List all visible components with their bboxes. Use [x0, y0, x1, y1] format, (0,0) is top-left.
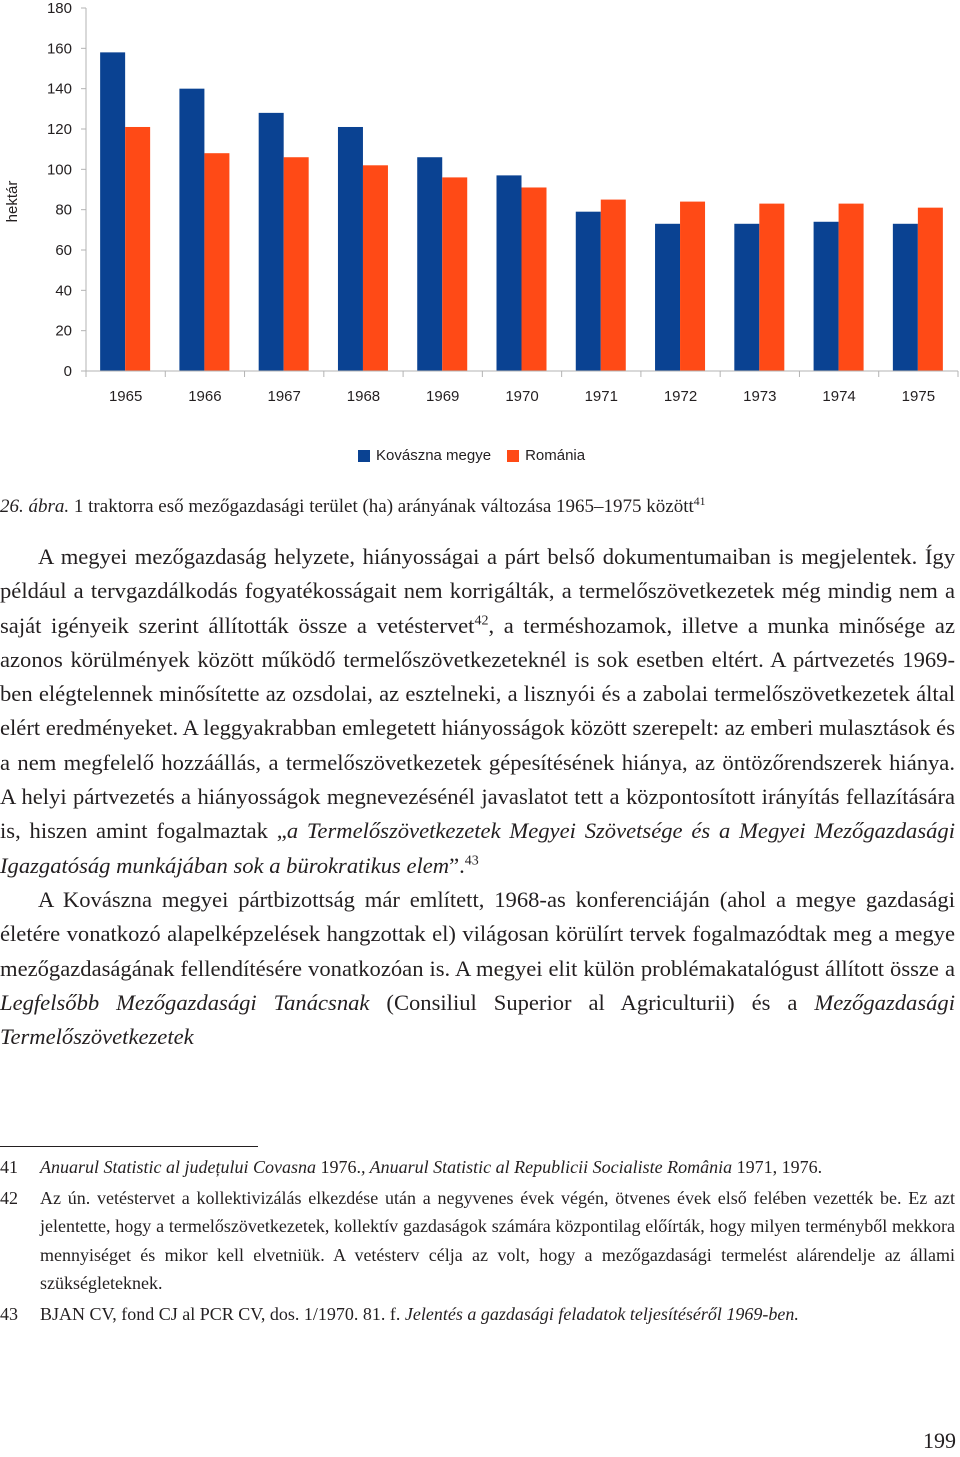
bar-kovaszna-1967: [259, 113, 284, 371]
bar-kovaszna-1972: [655, 224, 680, 371]
bar-romania-1969: [442, 177, 467, 371]
y-tick-label: 140: [46, 80, 72, 98]
legend-label-romania: Románia: [525, 447, 586, 464]
x-tick-label: 1966: [188, 388, 222, 405]
paragraph-2-text-b: (Consiliul Superior al Agriculturii) és a: [369, 989, 815, 1015]
x-tick-label: 1970: [505, 388, 539, 405]
footnote-plain: 1971, 1976.: [732, 1157, 823, 1177]
footnote-italic: Anuarul Statistic al județului Covasna: [40, 1157, 316, 1177]
footnote-ref-43: 43: [464, 853, 479, 869]
body-text: [0, 540, 955, 1054]
paragraph-2: [0, 883, 955, 1054]
footnote-text: Az ún. vetéstervet a kollektivizálás elkezdése után a negyvenes évek végén, ötvenes évek első felében vezették be. Ez azt jelentette, hogy a termelőszövetkezetek, kollektív gazdaságok számára központilag előírták, hogy milyen terményből mekkora mennyiséget és mikor kell elvetniük. A vetésterv célja az volt, hogy a mezőgazdasági termelést alárendelje az állami szükségleteknek.: [40, 1187, 955, 1293]
bar-kovaszna-1965: [100, 52, 125, 371]
x-tick-label: 1968: [346, 388, 381, 405]
bar-chart: [0, 0, 960, 440]
x-tick-label: 1974: [822, 388, 856, 405]
bar-romania-1971: [601, 200, 626, 371]
paragraph-1: [0, 540, 955, 883]
y-tick-label: 60: [55, 242, 72, 259]
footnotes: [0, 1153, 955, 1330]
y-axis-ticks: [47, 0, 86, 380]
paragraph-1-text-c: ”.: [449, 852, 465, 878]
y-tick-label: 120: [46, 121, 72, 138]
bar-romania-1972: [680, 202, 705, 371]
bar-kovaszna-1973: [734, 224, 759, 371]
y-tick-label: 180: [46, 0, 72, 17]
paragraph-1-text-b: , a terméshozamok, illetve a munka minősége az azonos körülmények között működő termelőszövetkezeteknél is sok esetben eltért. A pártvezetés 1969-ben elégtelennek minősítette az ozsdolai, az esztelneki, a lisznyói és a zabolai termelőszövetkezetek által elért eredményeket. A leggyakrabban emlegetett hiányosságok között szerepelt: az emberi mulasztások és a nem megfelelő hozzáállás, a termelőszövetkezetek gépesítésének hiánya, az öntözőrendszerek hiánya. A helyi pártvezetés a hiányosságok megnevezésénél javaslatot tett a központosított irányítás fellazítására is, hiszen amint fogalmaztak „: [0, 612, 955, 844]
x-tick-label: 1975: [901, 388, 936, 405]
bars: [100, 52, 943, 371]
bar-kovaszna-1975: [893, 224, 918, 371]
y-axis-label: hektár: [4, 180, 21, 223]
footnote-number: 42: [0, 1187, 18, 1208]
bar-romania-1968: [363, 165, 388, 371]
bar-kovaszna-1971: [576, 212, 601, 371]
page-number: 199: [923, 1428, 956, 1453]
x-tick-label: 1965: [108, 388, 143, 405]
footnote-text: [40, 1300, 955, 1329]
y-axis-title: [4, 181, 21, 223]
footnote-number: 43: [0, 1303, 18, 1324]
footnote-separator: [0, 1146, 258, 1147]
figure-caption: [0, 496, 960, 518]
footnote-ref-41: 41: [693, 494, 706, 508]
footnote-plain: BJAN CV, fond CJ al PCR CV, dos. 1/1970. 81. f.: [40, 1303, 405, 1324]
legend-item-romania: [507, 447, 585, 464]
bar-kovaszna-1969: [417, 157, 442, 371]
bar-romania-1973: [759, 204, 784, 371]
paragraph-2-text-a: A Kovászna megyei pártbizottság már említett, 1968-as konferenciáján (ahol a megye gazdasági életére vonatkozó alapelképzelések hangzottak el) világosan körülírt tervek fogalmazódtak meg a megye mezőgazdaságának fellendítésére vonatkozóan is. A megyei elit külön problémakatalógust állított össze a: [0, 886, 955, 981]
footnote-ref-42: 42: [474, 613, 489, 629]
y-tick-label: 0: [63, 363, 72, 380]
legend-swatch-kovaszna: [358, 450, 370, 462]
chart-legend: [358, 447, 601, 464]
paragraph-1-quote: a Termelőszövetkezetek Megyei Szövetsége és a Megyei Mezőgazdasági Igazgatóság munkájában sok a bürokratikus elem: [0, 818, 955, 878]
bar-romania-1970: [522, 187, 547, 371]
footnote-42: [0, 1184, 955, 1298]
paragraph-2-italic-2: Mezőgazdasági Termelőszövetkezetek: [0, 989, 955, 1050]
legend-swatch-romania: [507, 450, 519, 462]
x-tick-label: 1973: [743, 388, 777, 405]
bar-kovaszna-1974: [814, 222, 839, 371]
x-tick-label: 1972: [663, 388, 698, 405]
footnote-41: [0, 1153, 955, 1182]
footnote-number: 41: [0, 1157, 18, 1177]
legend-label-kovaszna: Kovászna megye: [376, 447, 492, 464]
footnote-text: [40, 1153, 955, 1182]
footnote-italic: Jelentés a gazdasági feladatok teljesítéséről 1969-ben.: [404, 1303, 799, 1324]
bar-romania-1975: [918, 208, 943, 371]
x-tick-label: 1969: [426, 388, 460, 405]
footnote-italic: , Anuarul Statistic al Republicii Socialiste România: [361, 1157, 733, 1177]
y-tick-label: 20: [55, 322, 72, 340]
bar-romania-1965: [125, 127, 150, 371]
bar-romania-1967: [284, 157, 309, 371]
footnote-43: [0, 1300, 955, 1329]
bar-romania-1974: [839, 204, 864, 371]
paragraph-1-text-a: A megyei mezőgazdaság helyzete, hiányosságai a párt belső dokumentumaiban is megjelentek. Így például a tervgazdálkodás fogyatékosságait nem korrigálták, a termelőszövetkezetek még mindig nem a saját igényeik szerint állították össze a vetéstervet: [0, 544, 955, 638]
footnote-plain: 1976.: [316, 1157, 361, 1177]
x-tick-label: 1971: [584, 388, 618, 405]
bar-kovaszna-1970: [497, 175, 522, 371]
x-axis-ticks: [86, 371, 958, 405]
y-tick-label: 80: [55, 201, 72, 219]
paragraph-2-italic-1: Legfelsőbb Mezőgazdasági Tanácsnak: [0, 989, 370, 1015]
bar-kovaszna-1968: [338, 127, 363, 371]
legend-item-kovaszna: [358, 447, 491, 464]
bar-romania-1966: [204, 153, 229, 371]
x-tick-label: 1967: [267, 388, 301, 405]
figure-label: 26. ábra.: [0, 496, 70, 517]
y-tick-label: 160: [46, 40, 72, 58]
y-tick-label: 40: [55, 282, 72, 300]
figure-caption-text: 1 traktorra eső mezőgazdasági terület (ha) arányának változása 1965–1975 között: [69, 496, 694, 517]
bar-kovaszna-1966: [179, 89, 204, 371]
y-tick-label: 100: [46, 161, 72, 179]
